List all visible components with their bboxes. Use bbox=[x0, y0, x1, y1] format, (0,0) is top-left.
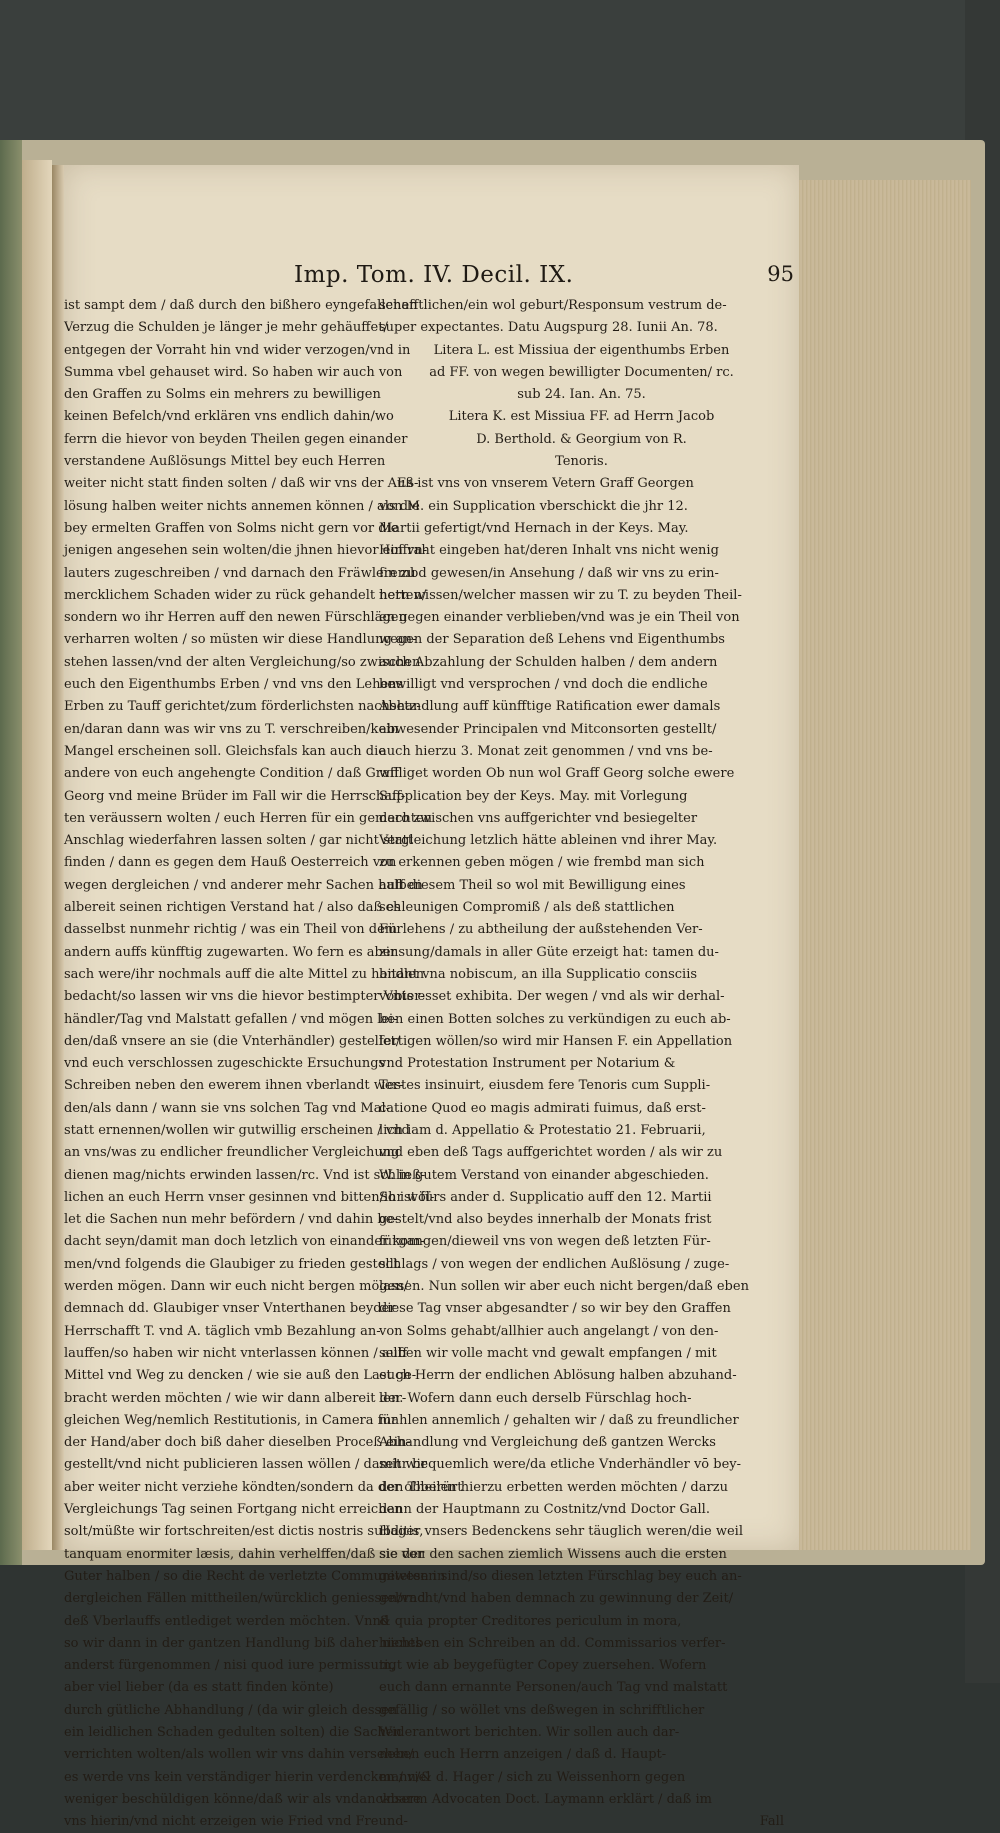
text-line: Widerantwort berichten. Wir sollen auch dar- bbox=[379, 1725, 680, 1740]
text-line: euch den Eigenthumbs Erben / vnd vns den Lehens bbox=[64, 677, 404, 693]
text-line: gestelt/vnd also beydes innerhalb der Monats frist bbox=[379, 1212, 712, 1228]
text-line: Vergleichungs Tag seinen Fortgang nicht erreichen bbox=[64, 1502, 403, 1518]
text-line: Testes insinuirt, eiusdem fere Tenoris cum Suppli- bbox=[379, 1078, 711, 1094]
text-line: vobis esset exhibita. Der wegen / vnd als wir derhal- bbox=[379, 989, 725, 1005]
text-line: gleichen Weg/nemlich Restitutionis, in Camera für bbox=[64, 1412, 398, 1428]
text-line: schleunigen Compromiß / als deß stattlichen bbox=[379, 900, 675, 916]
text-line: mann/& d. Hager / sich zu Weissenhorn gegen bbox=[379, 1769, 686, 1785]
text-line: lauffen/so haben wir nicht vnterlassen können / auff bbox=[64, 1345, 408, 1361]
text-line: williget worden Ob nun wol Graff Georg solche ewere bbox=[379, 766, 735, 782]
text-line: fertigen wöllen/so wird mir Hansen F. ein Appellation bbox=[379, 1033, 733, 1049]
text-line: von M. ein Supplication vberschickt die jhr 12. bbox=[379, 498, 688, 514]
text-line: Verzug die Schulden je länger je mehr gehäuffet/ bbox=[64, 320, 388, 336]
text-line: stehen lassen/vnd der alten Vergleichung/so zwischen bbox=[64, 654, 421, 670]
text-line: der Hand/aber doch biß daher dieselben Proceß ein- bbox=[64, 1435, 411, 1451]
text-line: Herrschafft T. vnd A. täglich vmb Bezahlung an- bbox=[64, 1323, 381, 1339]
text-line: solt/müßte wir fortschreiten/est dictis nostris subditis, bbox=[64, 1524, 424, 1540]
text-line: zu erkennen geben mögen / wie frembd man sich bbox=[379, 855, 705, 871]
text-line: auch hierzu 3. Monat zeit genommen / vnd vns be- bbox=[379, 743, 713, 759]
text-line: gebracht/vnd haben demnach zu gewinnung der Zeit/ bbox=[379, 1591, 734, 1607]
text-line: Mangel erscheinen soll. Gleichsfals kan auch die bbox=[64, 743, 386, 759]
text-line: aber weiter nicht verziehe köndten/sondern da der obberürt bbox=[64, 1479, 463, 1495]
text-line: es werde vns kein verständiger hierin verdencken / viel bbox=[64, 1769, 431, 1785]
text-line: vnd Protestation Instrument per Notarium & bbox=[379, 1056, 676, 1072]
text-line: let die Sachen nun mehr befördern / vnd dahin be- bbox=[64, 1212, 398, 1228]
text-line: von Solms gehabt/allhier auch angelangt / von den- bbox=[379, 1323, 719, 1339]
text-line: Hoffraht eingeben hat/deren Inhalt vns nicht wenig bbox=[379, 543, 719, 559]
text-line: neben euch Herrn anzeigen / daß d. Haupt- bbox=[379, 1747, 667, 1763]
text-line: Schreiben neben den ewerem ihnen vberlandt wer- bbox=[64, 1078, 404, 1094]
text-line: euch Herrn der endlichen Ablösung halben abzuhand- bbox=[379, 1368, 737, 1384]
text-line: ferrn die hievor von beyden Theilen gegen einander bbox=[64, 431, 408, 447]
text-line: Mittel vnd Weg zu dencken / wie sie auß den Last ge- bbox=[64, 1368, 417, 1384]
text-line: an vns/was zu endlicher freundlicher Vergleichung bbox=[64, 1145, 400, 1161]
text-line: Anschlag wiederfahren lassen solten / gar nicht statt bbox=[64, 833, 414, 849]
text-line: sondern wo ihr Herren auff den newen Fürschlägen bbox=[64, 610, 407, 626]
text-line: sub 24. Ian. An. 75. bbox=[517, 387, 646, 403]
text-line: lauters zugeschreiben / vnd darnach den Fräwlein zu bbox=[64, 565, 416, 581]
text-line: aber viel lieber (da es statt finden könte) bbox=[64, 1680, 334, 1696]
text-line: gestellt/vnd nicht publicieren lassen wöllen / damit wir bbox=[64, 1457, 427, 1473]
text-line: sach were/ihr nochmals auff die alte Mittel zu handlen bbox=[64, 966, 425, 982]
text-line: vnserm Advocaten Doct. Laymann erklärt / daß im bbox=[379, 1791, 712, 1807]
text-line: dergleichen Fällen mittheilen/würcklich geniessen/vnd bbox=[64, 1591, 426, 1607]
text-line: men/vnd folgends die Glaubiger zu frieden gestellt bbox=[64, 1256, 399, 1272]
text-line: statt ernennen/wollen wir gutwillig erscheinen / vnd bbox=[64, 1122, 410, 1138]
text-line: gefällig / so wöllet vns deßwegen in schrifftlicher bbox=[379, 1702, 705, 1718]
text-line: Es ist vns von vnserem Vetern Graff Georgen bbox=[397, 476, 694, 492]
text-line: en gegen einander verblieben/vnd was je ein Theil von bbox=[379, 610, 740, 626]
text-line: verrichten wolten/als wollen wir vns dahin versehen/ bbox=[64, 1747, 414, 1763]
text-line: lich iam d. Appellatio & Protestatio 21. Februarii, bbox=[379, 1122, 706, 1138]
text-line: anderst fürgenommen / nisi quod iure permissum, bbox=[64, 1658, 396, 1674]
text-line: wegen dergleichen / vnd anderer mehr Sachen halben bbox=[64, 877, 423, 893]
text-line: den/als dann / wann sie vns solchen Tag vnd Mal- bbox=[64, 1100, 391, 1116]
text-line: Abhandlung vnd Vergleichung deß gantzen Wercks bbox=[379, 1435, 716, 1451]
text-line: super expectantes. Datu Augspurg 28. Iunii An. 78. bbox=[379, 320, 718, 336]
text-line: tanquam enormiter læsis, dahin verhelffen/daß sie der bbox=[64, 1546, 425, 1562]
text-line: andern auffs künfftig zugewarten. Wo fern es aber bbox=[64, 944, 397, 960]
text-line: W. in gutem Verstand von einander abgeschieden. bbox=[379, 1167, 709, 1183]
page-number: 95 bbox=[767, 262, 794, 286]
text-line: so wir dann in der gantzen Handlung biß daher nichts bbox=[64, 1635, 422, 1651]
text-line: sie von den sachen ziemlich Wissens auch die ersten bbox=[379, 1546, 727, 1562]
text-line: Erben zu Tauff gerichtet/zum förderlichsten nachsetz- bbox=[64, 699, 421, 715]
text-line: vnd euch verschlossen zugeschickte Ersuchungs bbox=[64, 1056, 386, 1072]
text-line: werden mögen. Dann wir euch nicht bergen mögen/ bbox=[64, 1279, 409, 1295]
text-line: Litera K. est Missiua FF. ad Herrn Jacob bbox=[448, 409, 715, 425]
text-line: keinen Befelch/vnd erklären vns endlich dahin/wo bbox=[64, 409, 394, 425]
right-text-column bbox=[379, 295, 784, 1833]
text-line: Supplication bey der Keys. May. mit Vorlegung bbox=[379, 788, 688, 804]
text-line: vns hierin/vnd nicht erzeigen wie Fried vnd Freund- bbox=[64, 1814, 408, 1830]
text-line: den Theilen hierzu erbetten werden möchten / darzu bbox=[379, 1479, 728, 1495]
text-line: Guter halben / so die Recht de verletzte Communiteten in bbox=[64, 1568, 446, 1584]
text-line: Fall bbox=[759, 1814, 784, 1830]
text-line: ist sampt dem / daß durch den bißhero eyngefallenen bbox=[64, 298, 418, 313]
text-line: lichen an euch Herrn vnser gesinnen vnd bitten/ihr wöl- bbox=[64, 1189, 435, 1205]
text-line: dasselbst nunmehr richtig / was ein Theil von dem bbox=[64, 922, 398, 938]
text-line: en/daran dann was wir vns zu T. verschreiben/kein bbox=[64, 721, 399, 737]
text-line: dacht seyn/damit man doch letzlich von einander kom- bbox=[64, 1234, 425, 1250]
text-line: finden / dann es gegen dem Hauß Oesterreich von bbox=[64, 855, 397, 871]
text-line: wegen der Separation deß Lehens vnd Eigenthumbs bbox=[379, 632, 725, 648]
page-block-edge bbox=[795, 180, 971, 1550]
text-line: bey ermelten Graffen von Solms nicht gern vor die bbox=[64, 520, 399, 536]
running-header bbox=[239, 262, 794, 296]
left-text-column bbox=[64, 295, 463, 1833]
text-line: D. Berthold. & Georgium von R. bbox=[476, 431, 687, 447]
text-line: weniger beschüldigen könne/daß wir als vndanckbare bbox=[64, 1791, 421, 1807]
text-line: Tenoris. bbox=[555, 454, 608, 470]
text-line: ein leidlichen Schaden gedulten solten) die Sachen bbox=[64, 1725, 402, 1740]
text-line: händler/Tag vnd Malstatt gefallen / vnd mögen lei- bbox=[64, 1011, 398, 1027]
text-line: selben wir volle macht vnd gewalt empfangen / mit bbox=[379, 1345, 717, 1361]
text-line: Hager vnsers Bedenckens sehr täuglich weren/die weil bbox=[379, 1524, 743, 1540]
text-line: ten veräussern wolten / euch Herren für ein gemachten bbox=[64, 810, 433, 826]
text-line: lassen. Nun sollen wir aber euch nicht bergen/daß eben bbox=[379, 1279, 749, 1295]
text-line: albereit seinen richtigen Verstand hat / also daß es bbox=[64, 900, 401, 916]
text-line: bitant vna nobiscum, an illa Supplicatio consciis bbox=[379, 966, 698, 982]
text-line: durch gütliche Abhandlung / (da wir gleich dessen bbox=[64, 1702, 398, 1718]
text-line: demnach dd. Glaubiger vnser Vnterthanen beyder bbox=[64, 1301, 396, 1317]
text-line: deß Vberlauffs entlediget werden möchten. Vnnd bbox=[64, 1613, 390, 1629]
text-line: fürgangen/dieweil vns von wegen deß letzten Für- bbox=[379, 1234, 711, 1250]
text-line: weiter nicht statt finden solten / daß wir vns der Auß- bbox=[64, 476, 419, 492]
text-line: verharren wolten / so müsten wir diese Handlung an- bbox=[64, 632, 417, 648]
text-line: diese Tag vnser abgesandter / so wir bey den Graffen bbox=[379, 1301, 731, 1317]
text-line: tigt wie ab beygefügter Copey zuersehen. Wofern bbox=[379, 1658, 707, 1674]
text-line: Abhandlung auff künfftige Ratification ewer damals bbox=[379, 699, 721, 715]
text-line: catione Quod eo magis admirati fuimus, daß erst- bbox=[379, 1100, 706, 1116]
text-line: mercklichem Schaden wider zu rück gehandelt hetten/ bbox=[64, 587, 427, 603]
running-title: Imp. Tom. IV. Decil. IX. bbox=[294, 262, 574, 288]
text-line: bewilligt vnd versprochen / vnd doch die endliche bbox=[379, 677, 708, 693]
text-line: dienen mag/nichts erwinden lassen/rc. Vnd ist schließ- bbox=[64, 1167, 426, 1183]
text-line: nern wissen/welcher massen wir zu T. zu beyden Theil- bbox=[379, 587, 742, 603]
text-line: len. Wofern dann euch derselb Fürschlag hoch- bbox=[379, 1390, 692, 1406]
text-line: lösung halben weiter nichts annemen können / als die bbox=[64, 498, 420, 514]
text-line: abwesender Principalen vnd Mitconsorten gestellt/ bbox=[379, 721, 717, 737]
text-line: ad FF. von wegen bewilligter Documenten/ rc. bbox=[429, 364, 734, 380]
left-page-edge bbox=[22, 160, 52, 1550]
text-line: Fürlehens / zu abtheilung der außstehenden Ver- bbox=[379, 922, 703, 938]
text-line: Summa vbel gehauset wird. So haben wir auch von bbox=[64, 364, 403, 380]
gutter-shadow bbox=[52, 165, 64, 1550]
text-line: frembd gewesen/in Ansehung / daß wir vns zu erin- bbox=[379, 565, 719, 581]
text-line: auch Abzahlung der Schulden halben / dem andern bbox=[379, 654, 718, 670]
text-line: Georg vnd meine Brüder im Fall wir die Herrschaff- bbox=[64, 788, 406, 804]
text-line: den Graffen zu Solms ein mehrers zu bewilligen bbox=[64, 387, 381, 403]
text-line: Martii gefertigt/vnd Hernach in der Keys. May. bbox=[379, 520, 689, 536]
text-line: auff diesem Theil so wol mit Bewilligung eines bbox=[379, 877, 686, 893]
text-line: verstandene Außlösungs Mittel bey euch Herren bbox=[64, 454, 386, 470]
text-line: dann der Hauptmann zu Costnitz/vnd Doctor Gall. bbox=[379, 1502, 710, 1518]
book-spine-edge bbox=[0, 140, 22, 1565]
text-line: ben einen Botten solches zu verkündigen zu euch ab- bbox=[379, 1011, 731, 1027]
text-line: bracht werden möchten / wie wir dann albereit der- bbox=[64, 1390, 407, 1406]
text-line: hieneben ein Schreiben an dd. Commissarios verfer- bbox=[379, 1635, 726, 1651]
text-line: Litera L. est Missiua der eigenthumbs Erben bbox=[433, 342, 730, 358]
scan-background bbox=[0, 0, 1000, 150]
text-line: Vergleichung letzlich hätte ableinen vnd ihrer May. bbox=[379, 833, 718, 849]
text-line: zinsung/damals in aller Güte erzeigt hat: tamen du- bbox=[379, 944, 719, 960]
text-line: & quia propter Creditores periculum in mora, bbox=[379, 1613, 682, 1629]
book-page bbox=[64, 165, 799, 1830]
text-line: vnd eben deß Tags auffgerichtet worden / als wir zu bbox=[379, 1145, 723, 1161]
text-line: den/daß vnsere an sie (die Vnterhändler) gestellet/ bbox=[64, 1033, 401, 1049]
text-line: andere von euch angehengte Condition / daß Graff bbox=[64, 766, 399, 782]
text-line: bedacht/so lassen wir vns die hievor bestimpter Vnter- bbox=[64, 989, 425, 1005]
text-line: euch dann ernannte Personen/auch Tag vnd malstatt bbox=[379, 1680, 728, 1696]
text-line: gewesen sind/so diesen letzten Fürschlag bey euch an- bbox=[379, 1568, 742, 1584]
text-line: schafftlichen/ein wol geburt/Responsum vestrum de- bbox=[379, 298, 727, 313]
text-line: dero zwischen vns auffgerichter vnd besiegelter bbox=[379, 810, 698, 826]
text-line: jenigen angesehen sein wolten/die jhnen hievor ein vn- bbox=[64, 543, 428, 559]
text-line: sehr bequemlich were/da etliche Vnderhändler vō bey- bbox=[379, 1457, 742, 1473]
text-line: mahlen annemlich / gehalten wir / daß zu freundlicher bbox=[379, 1412, 739, 1428]
text-line: entgegen der Vorraht hin vnd wider verzogen/vnd in bbox=[64, 342, 411, 358]
text-line: So ist fürs ander d. Supplicatio auff den 12. Martii bbox=[379, 1189, 712, 1205]
text-line: schlags / von wegen der endlichen Außlösung / zuge- bbox=[379, 1256, 730, 1272]
